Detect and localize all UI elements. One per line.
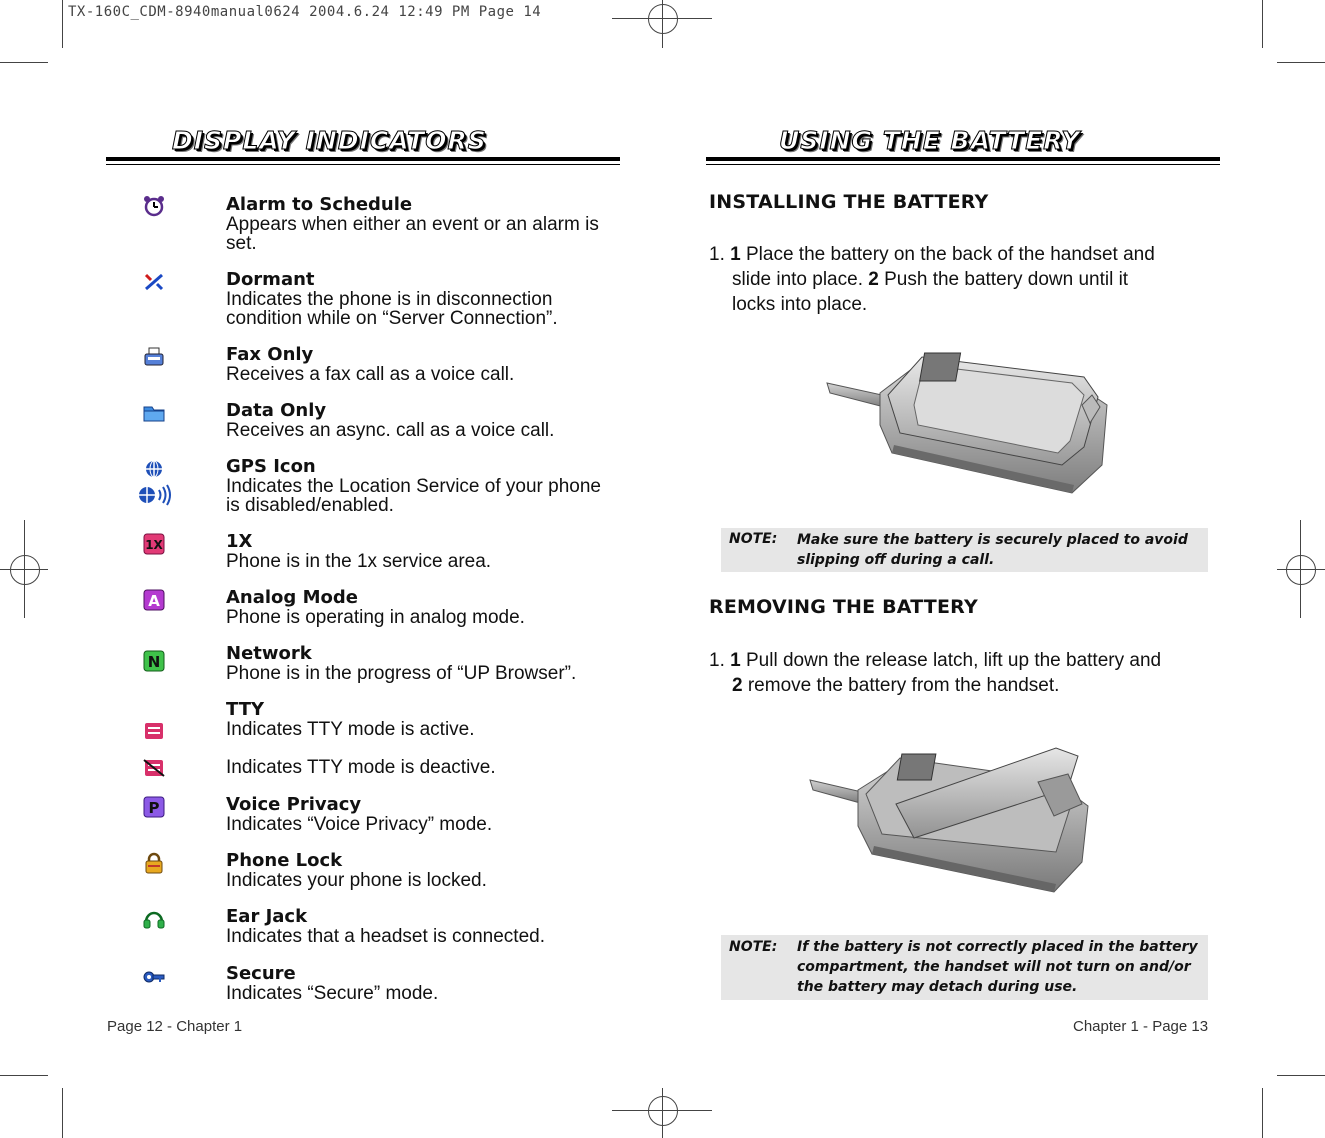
gps-icon xyxy=(140,458,168,480)
indicator-phone-lock: Phone Lock Indicates your phone is locked. xyxy=(226,850,487,891)
phone-battery-remove-illustration xyxy=(806,742,1096,901)
removing-heading: REMOVING THE BATTERY xyxy=(709,596,978,618)
indicator-alarm: Alarm to Schedule Appears when either an event or an alarm is set. xyxy=(226,194,599,254)
tty-icon xyxy=(140,720,168,742)
display-indicators-title: DISPLAY INDICATORS xyxy=(172,126,487,155)
note-label-1: NOTE: xyxy=(729,531,778,547)
svg-text:1X: 1X xyxy=(145,538,163,552)
indicator-fax: Fax Only Receives a fax call as a voice call. xyxy=(226,344,515,385)
remove-step: 1. 1 Pull down the release latch, lift up the battery and 2 remove the battery from the handset. xyxy=(709,650,1162,696)
note-label-2: NOTE: xyxy=(729,939,778,955)
tty-off-icon xyxy=(140,757,168,779)
phone-battery-install-illustration xyxy=(822,345,1114,502)
headset-icon xyxy=(140,908,168,930)
svg-text:N: N xyxy=(147,653,161,671)
indicator-dormant: Dormant Indicates the phone is in disconnection condition while on “Server Connection”. xyxy=(226,269,558,329)
analog-icon xyxy=(140,589,168,611)
indicator-data: Data Only Receives an async. call as a voice call. xyxy=(226,400,555,441)
indicator-ear-jack: Ear Jack Indicates that a headset is connected. xyxy=(226,906,545,947)
network-icon xyxy=(140,650,168,672)
indicator-network: Network Phone is in the progress of “UP Browser”. xyxy=(226,643,577,684)
indicator-gps: GPS Icon Indicates the Location Service of your phone is disabled/enabled. xyxy=(226,456,601,516)
folder-icon xyxy=(140,402,168,424)
indicator-tty: TTY Indicates TTY mode is active. xyxy=(226,699,475,740)
using-battery-title: USING THE BATTERY xyxy=(779,126,1081,155)
lock-icon xyxy=(140,852,168,874)
svg-text:P: P xyxy=(148,799,160,817)
key-icon xyxy=(140,966,168,988)
install-step: 1. 1 Place the battery on the back of the handset and slide into place. 2 Push the battery down until it locks into place. xyxy=(709,244,1155,315)
fax-icon xyxy=(140,346,168,368)
svg-text:A: A xyxy=(148,592,160,610)
installing-heading: INSTALLING THE BATTERY xyxy=(709,191,989,213)
note-text-1: Make sure the battery is securely placed to avoid slipping off during a call. xyxy=(797,532,1188,568)
title-rule xyxy=(106,157,620,161)
indicator-voice-privacy: Voice Privacy Indicates “Voice Privacy” mode. xyxy=(226,794,493,835)
alarm-clock-icon xyxy=(140,195,168,217)
gps-enabled-icon xyxy=(136,484,172,506)
title-rule-right xyxy=(706,157,1220,161)
1x-icon xyxy=(140,533,168,555)
indicator-1x: 1X Phone is in the 1x service area. xyxy=(226,531,492,572)
dormant-icon xyxy=(140,271,168,293)
left-page-footer: Page 12 - Chapter 1 xyxy=(107,1018,243,1035)
note-text-2: If the battery is not correctly placed in the battery compartment, the handset will not turn on and/or the battery may detach during use. xyxy=(797,939,1198,995)
indicator-tty-off: Indicates TTY mode is deactive. xyxy=(226,757,496,778)
print-header: TX-160C_CDM-8940manual0624 2004.6.24 12:49 PM Page 14 xyxy=(68,4,542,20)
right-page-footer: Chapter 1 - Page 13 xyxy=(1073,1018,1209,1035)
voice-privacy-icon xyxy=(140,796,168,818)
indicator-analog: Analog Mode Phone is operating in analog mode. xyxy=(226,587,525,628)
indicator-secure: Secure Indicates “Secure” mode. xyxy=(226,963,439,1004)
